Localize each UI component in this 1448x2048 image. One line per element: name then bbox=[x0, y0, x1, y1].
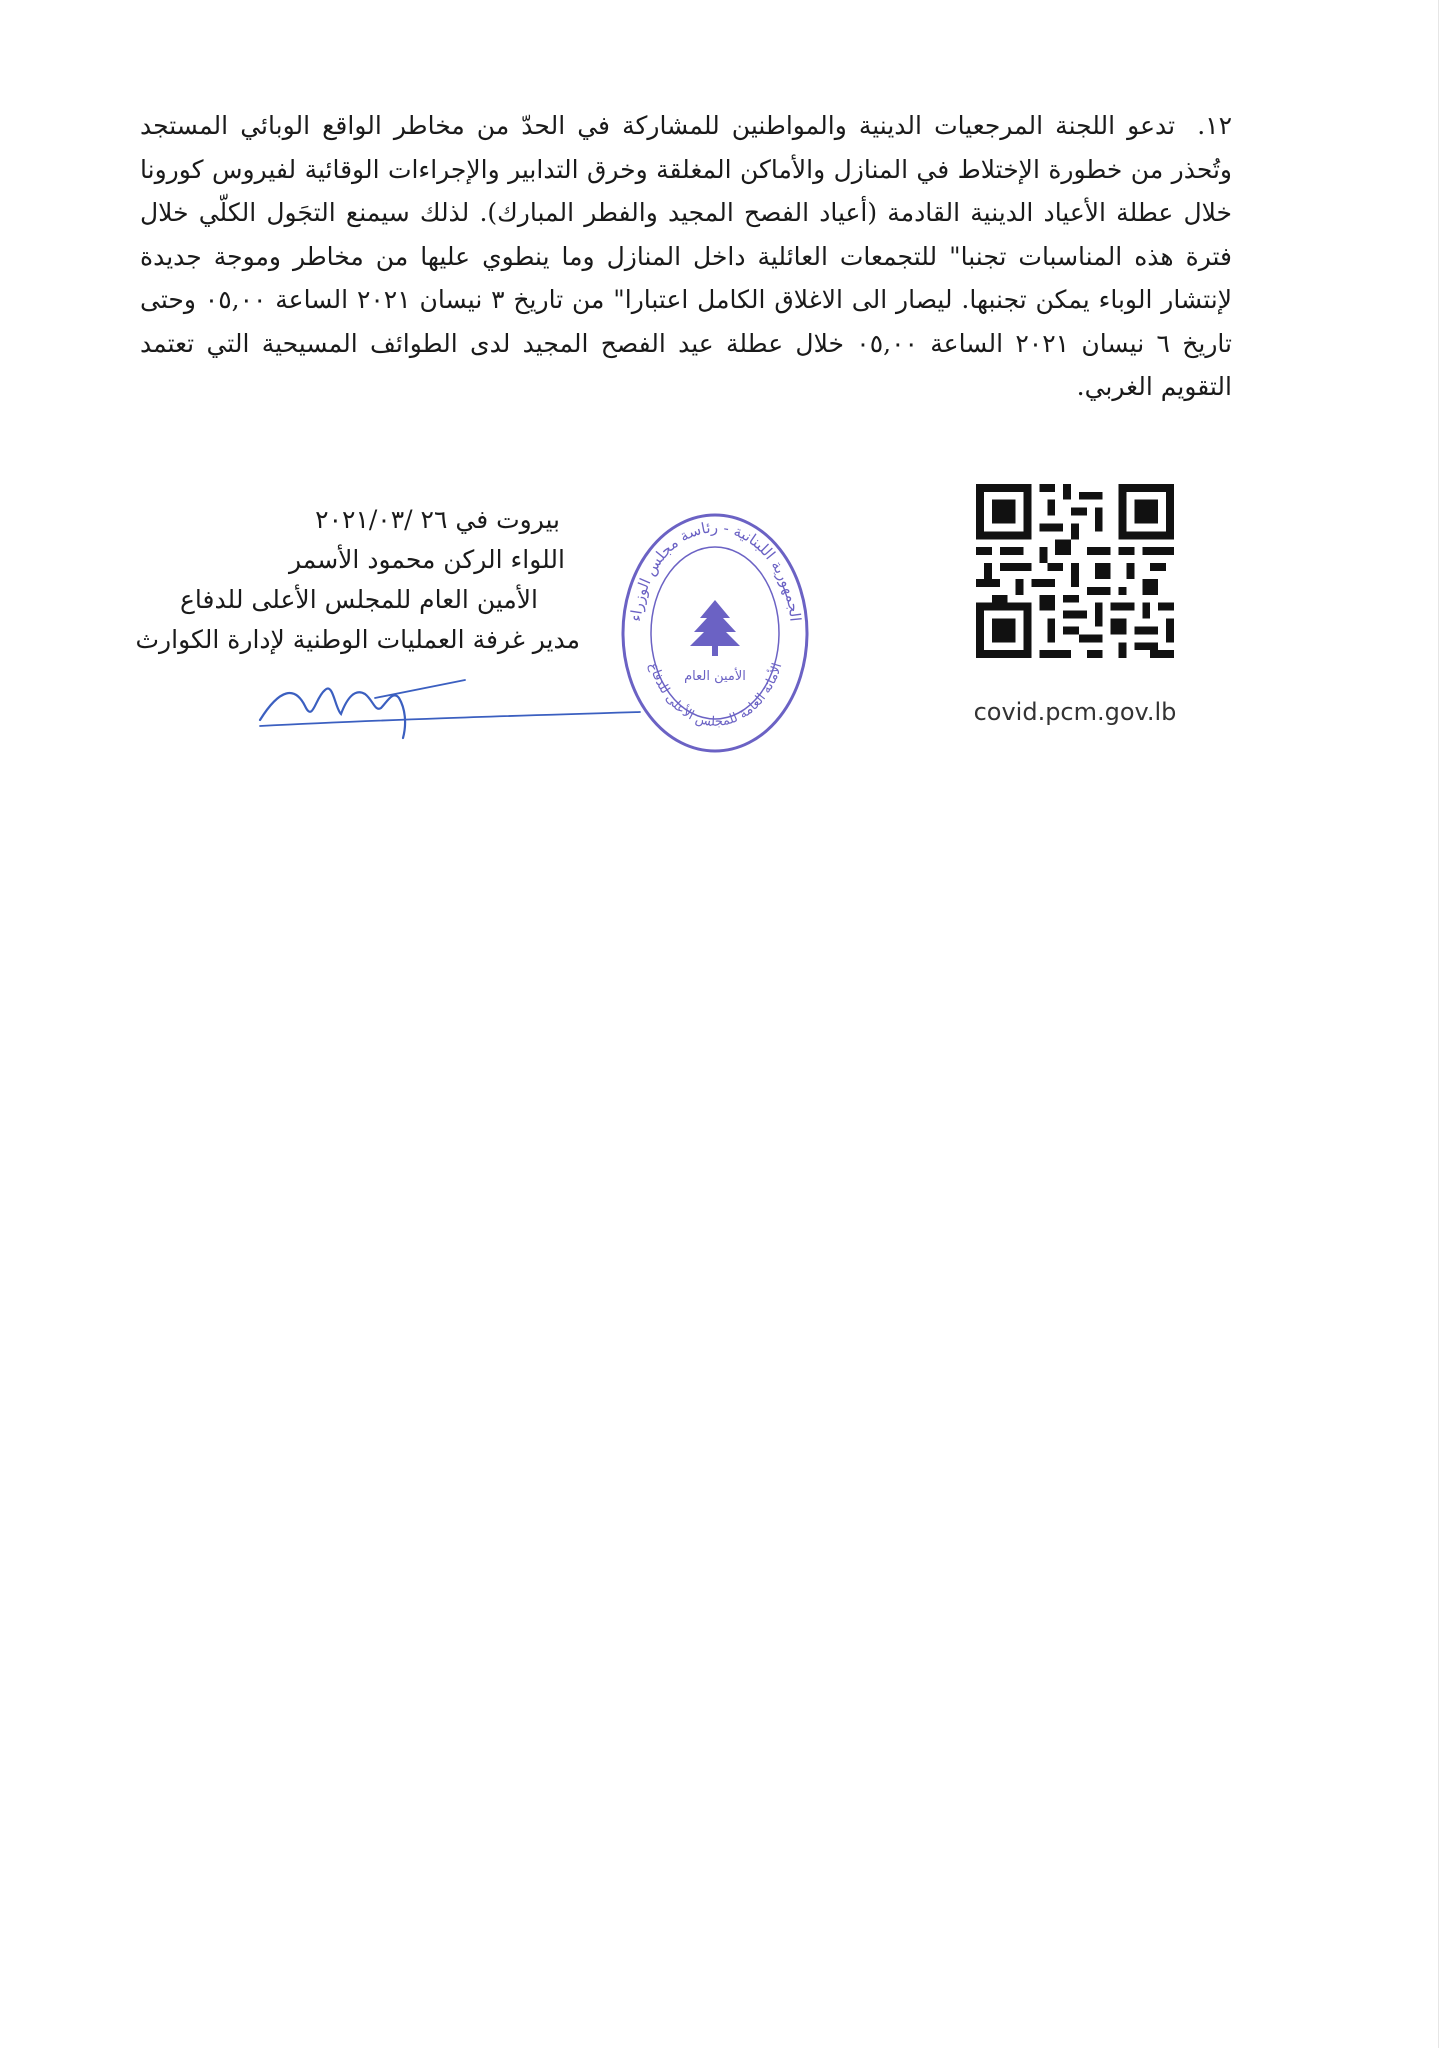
signatory-name: اللواء الركن محمود الأسمر bbox=[288, 545, 565, 574]
page-edge-line bbox=[1438, 0, 1439, 2048]
cedar-tree-icon bbox=[690, 600, 740, 656]
signatory-title-1: الأمين العام للمجلس الأعلى للدفاع bbox=[179, 585, 538, 614]
paragraph-text: تدعو اللجنة المرجعيات الدينية والمواطنين للمشاركة في الحدّ من مخاطر الواقع الوبائي المستجد وتُحذر من خطورة الإختلاط في المنازل والأماكن المغلقة وخرق التدابير والإجراءات الوقائية لفيروس كورونا خلال عطلة الأعياد الدينية القادمة (أعياد الفصح المجيد والفطر المبارك). لذلك سيمنع التجَول الكلّي خلال فترة هذه المناسبات تجنبا" للتجمعات العائلية داخل المنازل وما ينطوي عليها من مخاطر وموجة جديدة لإنتشار الوباء يمكن تجنبها. ليصار الى الاغلاق الكامل اعتبارا" من تاريخ ٣ نيسان ٢٠٢١ الساعة ٠٥,٠٠ وحتى تاريخ ٦ نيسان ٢٠٢١ الساعة ٠٥,٠٠ خلال عطلة عيد الفصح المجيد لدى الطوائف المسيحية التي تعتمد التقويم الغربي. bbox=[140, 111, 1233, 401]
qr-url[interactable]: covid.pcm.gov.lb bbox=[973, 698, 1177, 726]
stamp-bottom-text: الأمانة العامة للمجلس الأعلى للدفاع bbox=[645, 661, 786, 730]
item-number: ١٢. bbox=[1197, 111, 1232, 140]
qr-code bbox=[976, 482, 1174, 660]
official-stamp bbox=[618, 508, 813, 758]
stamp-inner-text: الأمين العام bbox=[684, 669, 746, 684]
stamp-outer-text: الجمهورية اللبنانية - رئاسة مجلس الوزراء bbox=[626, 518, 805, 623]
handwritten-signature bbox=[255, 668, 645, 748]
signatory-title-2: مدير غرفة العمليات الوطنية لإدارة الكوارث bbox=[135, 625, 580, 654]
main-paragraph bbox=[140, 104, 1232, 409]
place-date: بيروت في ٢٦ /٢٠٢١/٠٣ bbox=[315, 505, 560, 534]
